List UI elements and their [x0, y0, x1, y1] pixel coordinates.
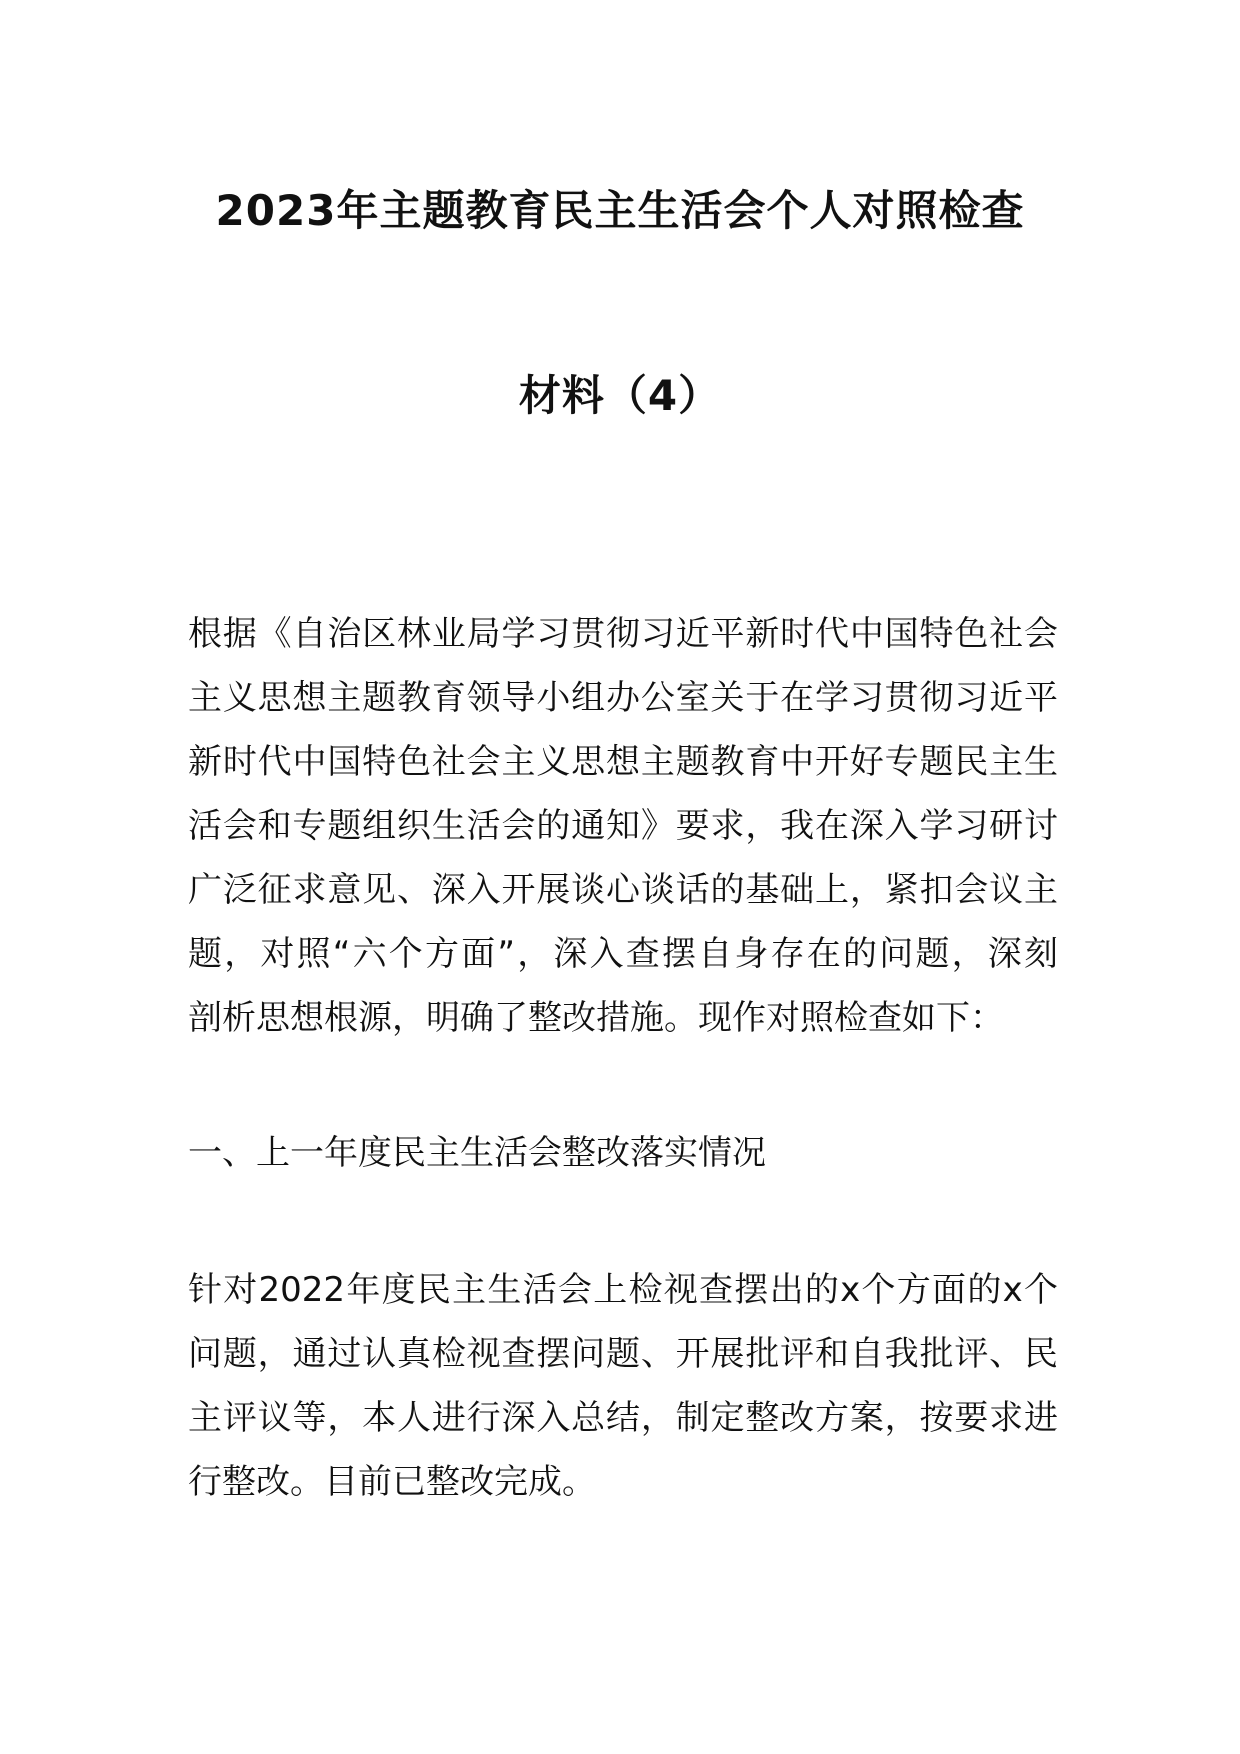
- intro-line: 题，对照“六个方面”，深入查摆自身存在的问题，深刻: [188, 934, 1058, 974]
- intro-line: 主义思想主题教育领导小组办公室关于在学习贯彻习近平: [188, 678, 1058, 718]
- section-line: 行整改。目前已整改完成。: [188, 1462, 596, 1502]
- intro-line: 剖析思想根源，明确了整改措施。现作对照检查如下：: [188, 998, 1004, 1038]
- section-heading: 一、上一年度民主生活会整改落实情况: [188, 1133, 766, 1173]
- intro-line: 活会和专题组织生活会的通知》要求，我在深入学习研讨: [188, 806, 1058, 846]
- section-line: 针对2022年度民主生活会上检视查摆出的x个方面的x个: [188, 1270, 1058, 1310]
- intro-line: 新时代中国特色社会主义思想主题教育中开好专题民主生: [188, 742, 1058, 782]
- section-line: 主评议等，本人进行深入总结，制定整改方案，按要求进: [188, 1398, 1058, 1438]
- intro-line: 根据《自治区林业局学习贯彻习近平新时代中国特色社会: [188, 614, 1058, 654]
- intro-line: 广泛征求意见、深入开展谈心谈话的基础上，紧扣会议主: [188, 870, 1058, 910]
- document-title-line-1: 2023年主题教育民主生活会个人对照检查: [215, 186, 1025, 235]
- section-line: 问题，通过认真检视查摆问题、开展批评和自我批评、民: [188, 1334, 1058, 1374]
- document-title-line-2: 材料（4）: [518, 371, 722, 420]
